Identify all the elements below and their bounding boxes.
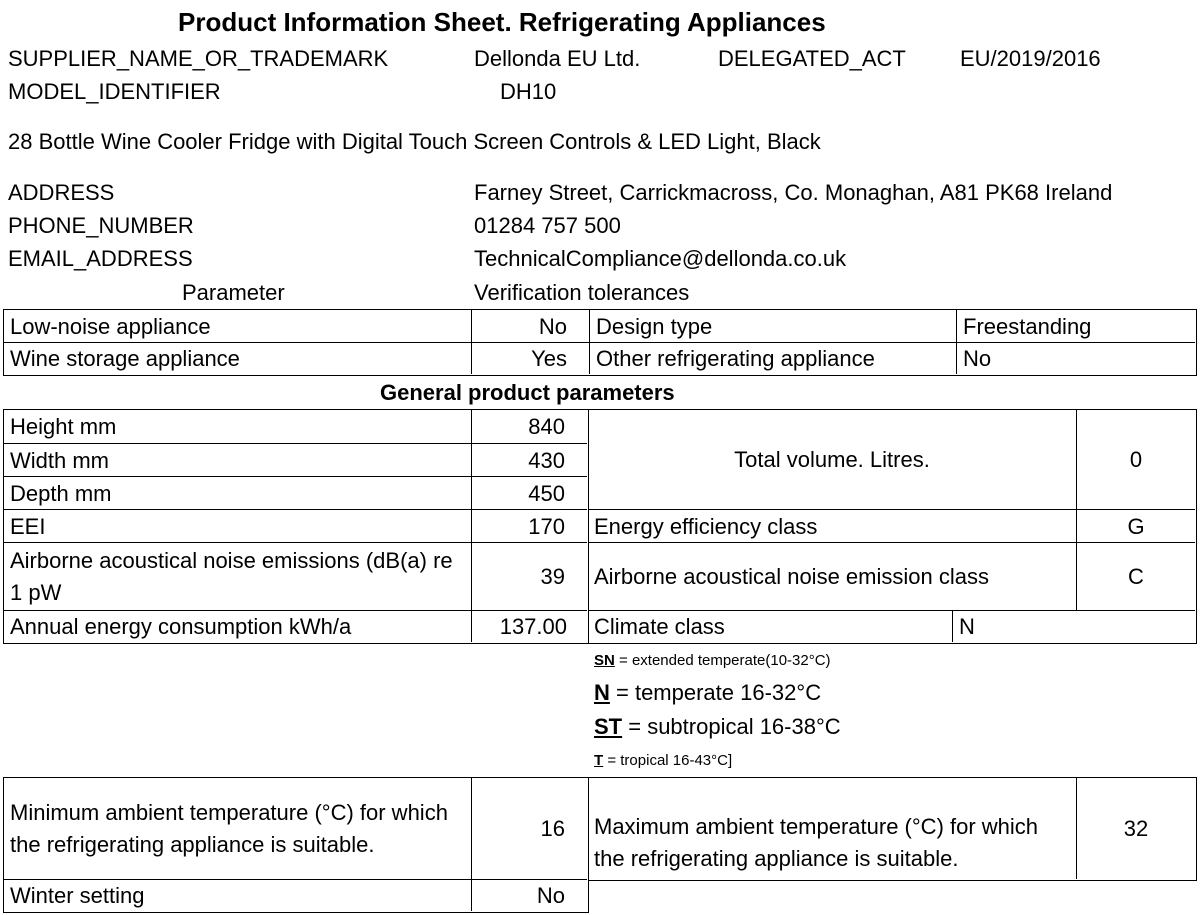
address-label: ADDRESS [8,180,115,205]
parameter-heading: Parameter [182,280,285,305]
noise-class-label: Airborne acoustical noise emission class [588,542,1076,610]
general-parameters-heading: General product parameters [380,380,675,405]
min-ambient-value: 16 [471,778,587,879]
other-appliance-value: No [956,342,1195,374]
legend-t-code: T [594,752,604,769]
energy-class-value: G [1076,509,1195,542]
design-type-label: Design type [589,310,956,342]
legend-st-code: ST [594,714,623,739]
model-label: MODEL_IDENTIFIER [8,79,221,104]
general-table-left [3,409,589,644]
annual-energy-label: Annual energy consumption kWh/a [4,610,471,642]
winter-setting-label: Winter setting [4,879,471,911]
type-table [3,309,1197,376]
total-volume-label: Total volume. Litres. [734,447,930,472]
winter-setting-value: No [471,879,587,911]
climate-class-label: Climate class [588,610,952,642]
address-value: Farney Street, Carrickmacross, Co. Monaghan, A81 PK68 Ireland [474,180,1113,205]
ambient-table-right [588,777,1197,881]
max-ambient-label: Maximum ambient temperature (°C) for which the refrigerating appliance is suitable. [594,814,1039,871]
other-appliance-label: Other refrigerating appliance [589,342,956,374]
page-title: Product Information Sheet. Refrigerating Appliances [178,7,826,37]
design-type-value: Freestanding [956,310,1195,342]
annual-energy-value: 137.00 [471,610,587,642]
ambient-table-left [3,777,589,913]
phone-value: 01284 757 500 [474,213,621,238]
low-noise-label: Low-noise appliance [10,313,211,339]
energy-class-label: Energy efficiency class [588,509,1076,542]
legend-t-text: = tropical 16-43°C] [603,752,733,769]
total-volume-value: 0 [1076,410,1195,509]
eei-value: 170 [471,509,587,542]
climate-class-value: N [952,610,1195,642]
model-value: DH10 [500,79,557,104]
min-ambient-label: Minimum ambient temperature (°C) for which the refrigerating appliance is suitable. [10,799,448,857]
height-value: 840 [471,410,587,443]
supplier-value: Dellonda EU Ltd. [474,46,641,71]
eei-label: EEI [4,509,471,542]
supplier-label: SUPPLIER_NAME_OR_TRADEMARK [8,46,389,71]
email-value: TechnicalCompliance@dellonda.co.uk [474,246,847,271]
legend-st [594,712,841,742]
width-value: 430 [471,443,587,476]
height-label: Height mm [10,414,117,439]
width-label: Width mm [4,443,471,476]
noise-emission-label: Airborne acoustical noise emissions (dB(a) re 1 pW [4,542,471,610]
legend-st-text: = subtropical 16-38°C [622,714,841,739]
legend-n-code: N [594,680,610,705]
noise-class-value: C [1076,542,1195,610]
legend-sn [594,646,831,676]
max-ambient-value: 32 [1076,778,1195,879]
product-description: 28 Bottle Wine Cooler Fridge with Digital Touch Screen Controls & LED Light, Black [8,129,821,154]
delegated-act-label: DELEGATED_ACT [718,46,906,71]
legend-sn-code: SN [594,652,615,669]
tolerance-heading: Verification tolerances [474,280,690,305]
phone-label: PHONE_NUMBER [8,213,194,238]
general-table-right [588,409,1197,644]
email-label: EMAIL_ADDRESS [8,246,193,271]
legend-sn-text: = extended temperate(10-32°C) [614,652,831,669]
delegated-act-value: EU/2019/2016 [960,46,1101,71]
depth-label: Depth mm [4,476,471,509]
wine-storage-value: Yes [471,342,589,374]
legend-n-text: = temperate 16-32°C [609,680,822,705]
wine-storage-label: Wine storage appliance [4,342,471,374]
legend-t [594,746,732,776]
noise-emission-value: 39 [471,542,587,610]
low-noise-value: No [471,310,589,342]
depth-value: 450 [471,476,587,509]
legend-n [594,678,821,708]
